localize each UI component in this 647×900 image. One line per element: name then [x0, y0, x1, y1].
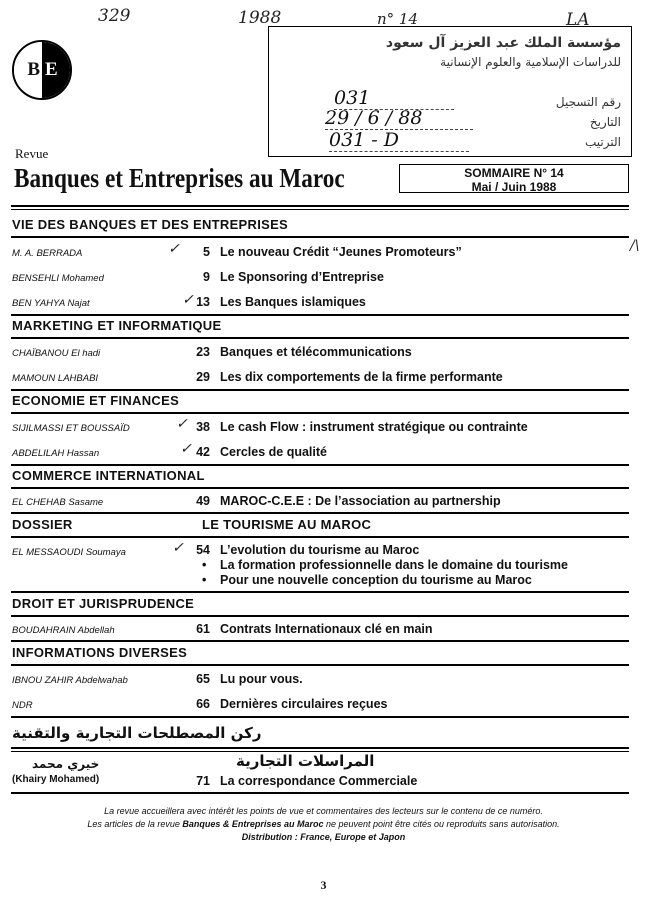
article-page: 5 — [203, 245, 210, 259]
page-number: 3 — [320, 878, 327, 892]
dossier-bullet[interactable]: La formation professionnelle dans le domaine du tourisme — [220, 558, 568, 572]
bullet-icon: • — [202, 573, 207, 587]
footer-note: La revue accueillera avec intérêt les points de vue et commentaires des lecteurs sur le contenu de ce numéro. — [104, 806, 543, 816]
arabic-section-heading: ركن المصطلحات التجارية والتقنية — [12, 724, 262, 742]
handwritten-check: ✓ — [176, 416, 188, 432]
article-author: CHAÏBANOU El hadi — [12, 348, 101, 359]
rule — [11, 512, 629, 514]
article-page: 13 — [196, 295, 210, 309]
stamp-class-label: الترتيب — [585, 135, 621, 149]
rule — [11, 640, 629, 642]
handwritten-check: ✓ — [182, 292, 194, 308]
article-title[interactable]: Lu pour vous. — [220, 672, 303, 686]
stamp-subtitle: للدراسات الإسلامية والعلوم الإنسانية — [440, 55, 621, 69]
section-heading: DROIT ET JURISPRUDENCE — [12, 596, 195, 611]
article-title[interactable]: Les Banques islamiques — [220, 295, 366, 309]
section-heading: DOSSIER — [12, 517, 73, 532]
section-heading: ECONOMIE ET FINANCES — [12, 393, 180, 408]
revue-label: Revue — [15, 146, 49, 161]
article-page: 42 — [196, 445, 210, 459]
article-page: 71 — [196, 774, 210, 788]
article-author: MAMOUN LAHBABI — [12, 373, 99, 384]
article-author: ABDELILAH Hassan — [12, 448, 100, 459]
rule — [11, 412, 629, 414]
rule — [11, 716, 629, 718]
article-title[interactable]: Contrats Internationaux clé en main — [220, 622, 433, 636]
article-title[interactable]: Les dix comportements de la firme performante — [220, 370, 503, 384]
article-author: EL CHEHAB Sasame — [12, 497, 104, 508]
rule — [11, 792, 629, 794]
article-page: 29 — [196, 370, 210, 384]
footer-rights-pre: Les articles de la revue — [87, 819, 183, 829]
rule — [11, 205, 629, 207]
article-title[interactable]: Le cash Flow : instrument stratégique ou contrainte — [220, 420, 528, 434]
rule — [11, 536, 629, 538]
article-author: NDR — [12, 700, 33, 711]
rule — [11, 747, 629, 749]
article-author: BOUDAHRAIN Abdellah — [12, 625, 115, 636]
stamp-class: 031 - D — [329, 129, 469, 152]
rule — [11, 209, 629, 210]
article-author: BENSEHLI Mohamed — [12, 273, 104, 284]
article-title[interactable]: Banques et télécommunications — [220, 345, 412, 359]
sommaire-box — [399, 164, 629, 193]
library-stamp — [268, 26, 632, 157]
margin-mark: /\ — [630, 238, 640, 254]
sommaire-number: SOMMAIRE N° 14 — [464, 166, 564, 180]
footer-rights-journal: Banques & Entreprises au Maroc — [182, 819, 324, 829]
footer-rights — [0, 819, 647, 829]
stamp-reg-label: رقم التسجيل — [555, 95, 621, 109]
dossier-subtitle: LE TOURISME AU MAROC — [202, 517, 372, 532]
rule — [11, 337, 629, 339]
journal-title: Banques et Entreprises au Maroc — [14, 163, 345, 193]
section-heading: MARKETING ET INFORMATIQUE — [12, 318, 222, 333]
section-heading: VIE DES BANQUES ET DES ENTREPRISES — [12, 217, 289, 232]
author-latin: (Khairy Mohamed) — [12, 774, 100, 785]
handwritten-number: 329 — [98, 6, 131, 26]
article-author: IBNOU ZAHIR Abdelwahab — [12, 675, 128, 686]
rule — [11, 236, 629, 238]
handwritten-issue: n° 14 — [377, 10, 419, 28]
article-page: 9 — [203, 270, 210, 284]
rule — [11, 615, 629, 617]
stamp-reg-number: 031 — [334, 87, 454, 110]
rule — [11, 389, 629, 391]
article-title[interactable]: Le Sponsoring d’Entreprise — [220, 270, 384, 284]
be-logo — [12, 40, 72, 100]
rule — [11, 487, 629, 489]
article-title[interactable]: Cercles de qualité — [220, 445, 327, 459]
logo-letter-e: E — [42, 42, 70, 98]
article-author: M. A. BERRADA — [12, 248, 83, 259]
dossier-bullet[interactable]: Pour une nouvelle conception du tourisme au Maroc — [220, 573, 532, 587]
handwritten-check: ✓ — [168, 241, 180, 257]
article-author: EL MESSAOUDI Soumaya — [12, 547, 126, 558]
article-title[interactable]: La correspondance Commerciale — [220, 774, 418, 788]
footer-rights-post: ne peuvent point être cités ou reproduits sans autorisation. — [323, 819, 560, 829]
article-page: 38 — [196, 420, 210, 434]
logo-letter-b: B — [14, 42, 42, 98]
article-title[interactable]: Le nouveau Crédit “Jeunes Promoteurs” — [220, 245, 462, 259]
article-page: 65 — [196, 672, 210, 686]
article-page: 54 — [196, 543, 210, 557]
rule — [11, 314, 629, 316]
section-heading: COMMERCE INTERNATIONAL — [12, 468, 205, 483]
rule — [11, 664, 629, 666]
article-page: 49 — [196, 494, 210, 508]
stamp-date-label: التاريخ — [589, 115, 621, 129]
section-heading: INFORMATIONS DIVERSES — [12, 645, 188, 660]
stamp-institution: مؤسسة الملك عبد العزيز آل سعود — [385, 35, 621, 51]
article-title[interactable]: MAROC-C.E.E : De l’association au partnership — [220, 494, 501, 508]
article-page: 66 — [196, 697, 210, 711]
handwritten-year: 1988 — [238, 8, 282, 28]
issue-date: Mai / Juin 1988 — [471, 180, 557, 194]
article-author: SIJILMASSI ET BOUSSAÏD — [12, 423, 130, 434]
handwritten-initials: LA — [566, 10, 590, 30]
article-title[interactable]: Dernières circulaires reçues — [220, 697, 388, 711]
handwritten-check: ✓ — [172, 540, 184, 556]
handwritten-check: ✓ — [180, 441, 192, 457]
footer-distribution: Distribution : France, Europe et Japon — [241, 832, 406, 842]
rule — [11, 464, 629, 466]
article-author: BEN YAHYA Najat — [12, 298, 90, 309]
article-title[interactable]: L’evolution du tourisme au Maroc — [220, 543, 420, 557]
bullet-icon: • — [202, 558, 207, 572]
arabic-author: خيري محمد — [32, 757, 100, 771]
article-page: 61 — [196, 622, 210, 636]
arabic-correspondance-title: المراسلات التجارية — [236, 752, 375, 770]
stamp-date: 29 / 6 / 88 — [325, 107, 473, 130]
article-page: 23 — [196, 345, 210, 359]
rule — [11, 591, 629, 593]
